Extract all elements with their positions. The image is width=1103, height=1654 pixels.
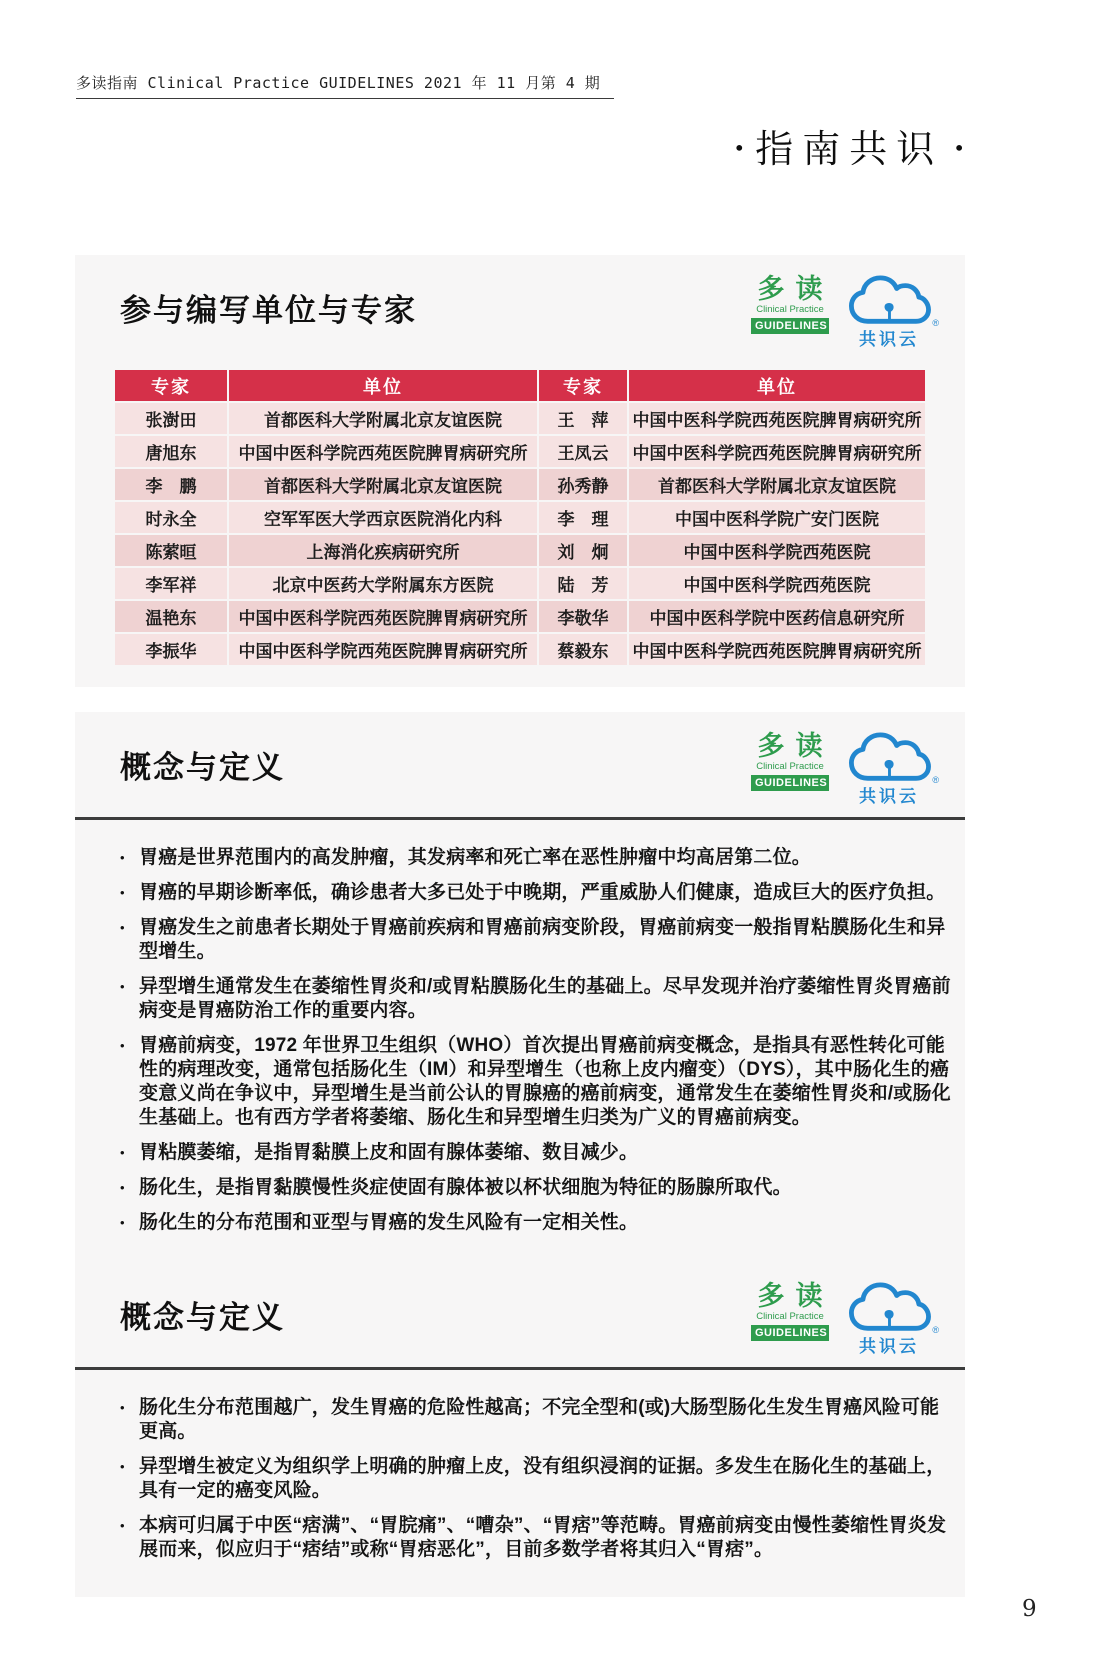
bullet-dot-icon: • (120, 1459, 125, 1474)
bullet-item (120, 916, 951, 964)
col-header-org-1: 单位 (229, 370, 537, 401)
table-cell: 刘 炯 (539, 535, 627, 566)
duodu-logo (751, 1281, 834, 1341)
table-cell: 温艳东 (115, 601, 227, 632)
corner-title: 指南共识 (755, 127, 944, 171)
section-divider-line (75, 1367, 965, 1370)
bullet-dot-icon: • (120, 1145, 125, 1160)
table-cell: 陈萦晅 (115, 535, 227, 566)
bullet-text: 本病可归属于中医“痞满”、“胃脘痛”、“嘈杂”、“胃痞”等范畴。胃癌前病变由慢性萎缩性胃炎发展而来，似应归于“痞结”或称“胃痞恶化”，目前多数学者将其归入“胃痞”。 (139, 1515, 947, 1560)
col-header-expert-1: 专家 (115, 370, 227, 401)
bullet-dot-icon: • (120, 1400, 125, 1415)
journal-header: 多读指南 Clinical Practice GUIDELINES 2021 年 11 月第 4 期 (76, 72, 614, 99)
table-cell: 上海消化疾病研究所 (229, 535, 537, 566)
table-cell: 蔡毅东 (539, 634, 627, 665)
clinical-practice-label: Clinical Practice (756, 761, 824, 773)
bullet-text: 胃癌的早期诊断率低，确诊患者大多已处于中晚期，严重威胁人们健康，造成巨大的医疗负担。 (139, 882, 946, 903)
table-cell: 北京中医药大学附属东方医院 (229, 568, 537, 599)
bullet-dot-icon: • (120, 1518, 125, 1533)
table-cell: 中国中医科学院西苑医院脾胃病研究所 (629, 634, 925, 665)
bullet-text: 肠化生分布范围越广，发生胃癌的危险性越高；不完全型和(或)大肠型肠化生发生胃癌风险可能更高。 (139, 1397, 940, 1442)
table-cell: 中国中医科学院西苑医院脾胃病研究所 (229, 436, 537, 467)
duodu-logo-text: 多读 (757, 274, 834, 304)
table-cell: 时永全 (115, 502, 227, 533)
table-cell: 张澍田 (115, 403, 227, 434)
duodu-logo-text: 多读 (757, 731, 834, 761)
consensus-cloud-logo (841, 1282, 937, 1357)
bullet-text: 肠化生的分布范围和亚型与胃癌的发生风险有一定相关性。 (139, 1212, 639, 1233)
table-cell: 首都医科大学附属北京友谊医院 (229, 469, 537, 500)
guidelines-badge: GUIDELINES (751, 1325, 829, 1341)
duodu-logo-text: 多读 (757, 1281, 834, 1311)
cloud-logo-text: 共识云 (859, 787, 919, 806)
table-cell: 中国中医科学院西苑医院 (629, 535, 925, 566)
bullet-item (120, 1455, 951, 1503)
bullet-text: 肠化生，是指胃黏膜慢性炎症使固有腺体被以杯状细胞为特征的肠腺所取代。 (139, 1177, 792, 1198)
registered-mark: ® (932, 1325, 939, 1335)
bullet-item (120, 1176, 951, 1200)
bullet-dot-icon: • (120, 850, 125, 865)
bullet-dot-icon: • (120, 885, 125, 900)
table-cell: 中国中医科学院西苑医院脾胃病研究所 (229, 634, 537, 665)
duodu-logo (751, 731, 834, 791)
experts-table-header-row (115, 370, 925, 401)
corner-dot-left: • (733, 135, 746, 160)
table-cell: 首都医科大学附属北京友谊医院 (629, 469, 925, 500)
concepts-bullet-list-2 (75, 1396, 965, 1562)
table-row (115, 568, 925, 599)
table-cell: 中国中医科学院广安门医院 (629, 502, 925, 533)
bullet-dot-icon: • (120, 1215, 125, 1230)
section-concepts-1-title: 概念与定义 (120, 750, 285, 785)
experts-table-body (115, 403, 925, 665)
table-row (115, 469, 925, 500)
table-cell: 孙秀静 (539, 469, 627, 500)
section-concepts-2-title: 概念与定义 (120, 1300, 285, 1335)
bullet-item (120, 975, 951, 1023)
table-cell: 李 鹏 (115, 469, 227, 500)
table-cell: 陆 芳 (539, 568, 627, 599)
corner-dot-right: • (953, 135, 965, 160)
table-cell: 中国中医科学院西苑医院 (629, 568, 925, 599)
cloud-icon (844, 732, 934, 786)
clinical-practice-label: Clinical Practice (756, 304, 824, 316)
bullet-dot-icon: • (120, 979, 125, 994)
table-row (115, 601, 925, 632)
table-row (115, 634, 925, 665)
section-divider-line (75, 817, 965, 820)
table-cell: 李振华 (115, 634, 227, 665)
bullet-text: 异型增生被定义为组织学上明确的肿瘤上皮，没有组织浸润的证据。多发生在肠化生的基础上，具有一定的癌变风险。 (139, 1456, 946, 1501)
clinical-practice-label: Clinical Practice (756, 1311, 824, 1323)
logo-group (751, 1282, 937, 1357)
table-cell: 中国中医科学院中医药信息研究所 (629, 601, 925, 632)
table-cell: 中国中医科学院西苑医院脾胃病研究所 (629, 403, 925, 434)
logo-group (751, 275, 937, 350)
bullet-item (120, 1514, 951, 1562)
consensus-cloud-logo (841, 275, 937, 350)
section-concepts-1-head (75, 712, 965, 811)
bullet-item (120, 1396, 951, 1444)
bullet-text: 胃癌前病变，1972 年世界卫生组织（WHO）首次提出胃癌前病变概念，是指具有恶性转化可能性的病理改变，通常包括肠化生（IM）和异型增生（也称上皮内瘤变）（DYS），其中肠化生的癌变意义尚在争议中，异型增生是当前公认的胃腺癌的癌前病变，通常发生在萎缩性胃炎和/或肠化生基础上。也有西方学者将萎缩、肠化生和异型增生归类为广义的胃癌前病变。 (139, 1035, 951, 1128)
table-cell: 空军军医大学西京医院消化内科 (229, 502, 537, 533)
bullet-text: 胃癌是世界范围内的高发肿瘤，其发病率和死亡率在恶性肿瘤中均高居第二位。 (139, 847, 812, 868)
registered-mark: ® (932, 318, 939, 328)
guidelines-badge: GUIDELINES (751, 318, 829, 334)
cloud-icon (844, 1282, 934, 1336)
bullet-text: 异型增生通常发生在萎缩性胃炎和/或胃粘膜肠化生的基础上。尽早发现并治疗萎缩性胃炎胃癌前病变是胃癌防治工作的重要内容。 (139, 976, 951, 1021)
guidelines-badge: GUIDELINES (751, 775, 829, 791)
bullet-text: 胃癌发生之前患者长期处于胃癌前疾病和胃癌前病变阶段，胃癌前病变一般指胃粘膜肠化生和异型增生。 (139, 917, 946, 962)
bullet-item (120, 846, 951, 870)
logo-group (751, 732, 937, 807)
section-experts-head (75, 255, 965, 354)
table-cell: 李军祥 (115, 568, 227, 599)
table-cell: 中国中医科学院西苑医院脾胃病研究所 (629, 436, 925, 467)
cloud-icon (844, 275, 934, 329)
section-concepts-2 (75, 1262, 965, 1597)
table-cell: 首都医科大学附属北京友谊医院 (229, 403, 537, 434)
table-row (115, 436, 925, 467)
cloud-logo-text: 共识云 (859, 330, 919, 349)
section-experts-title: 参与编写单位与专家 (120, 293, 417, 328)
col-header-org-2: 单位 (629, 370, 925, 401)
bullet-text: 胃粘膜萎缩，是指胃黏膜上皮和固有腺体萎缩、数目减少。 (139, 1142, 639, 1163)
section-concepts-2-head (75, 1262, 965, 1361)
bullet-item (120, 881, 951, 905)
bullet-item (120, 1034, 951, 1130)
table-cell: 唐旭东 (115, 436, 227, 467)
table-cell: 王凤云 (539, 436, 627, 467)
bullet-dot-icon: • (120, 920, 125, 935)
table-row (115, 502, 925, 533)
duodu-logo (751, 274, 834, 334)
consensus-cloud-logo (841, 732, 937, 807)
corner-section-label (733, 118, 965, 173)
section-experts (75, 255, 965, 687)
experts-table (113, 368, 927, 667)
section-concepts-1 (75, 712, 965, 1268)
bullet-dot-icon: • (120, 1180, 125, 1195)
bullet-item (120, 1211, 951, 1235)
bullet-dot-icon: • (120, 1038, 125, 1053)
table-cell: 李 理 (539, 502, 627, 533)
table-row (115, 535, 925, 566)
concepts-bullet-list-1 (75, 846, 965, 1235)
bullet-item (120, 1141, 951, 1165)
cloud-logo-text: 共识云 (859, 1337, 919, 1356)
registered-mark: ® (932, 775, 939, 785)
table-cell: 李敬华 (539, 601, 627, 632)
table-row (115, 403, 925, 434)
table-cell: 中国中医科学院西苑医院脾胃病研究所 (229, 601, 537, 632)
col-header-expert-2: 专家 (539, 370, 627, 401)
page-number: 9 (1022, 1596, 1037, 1622)
table-cell: 王 萍 (539, 403, 627, 434)
